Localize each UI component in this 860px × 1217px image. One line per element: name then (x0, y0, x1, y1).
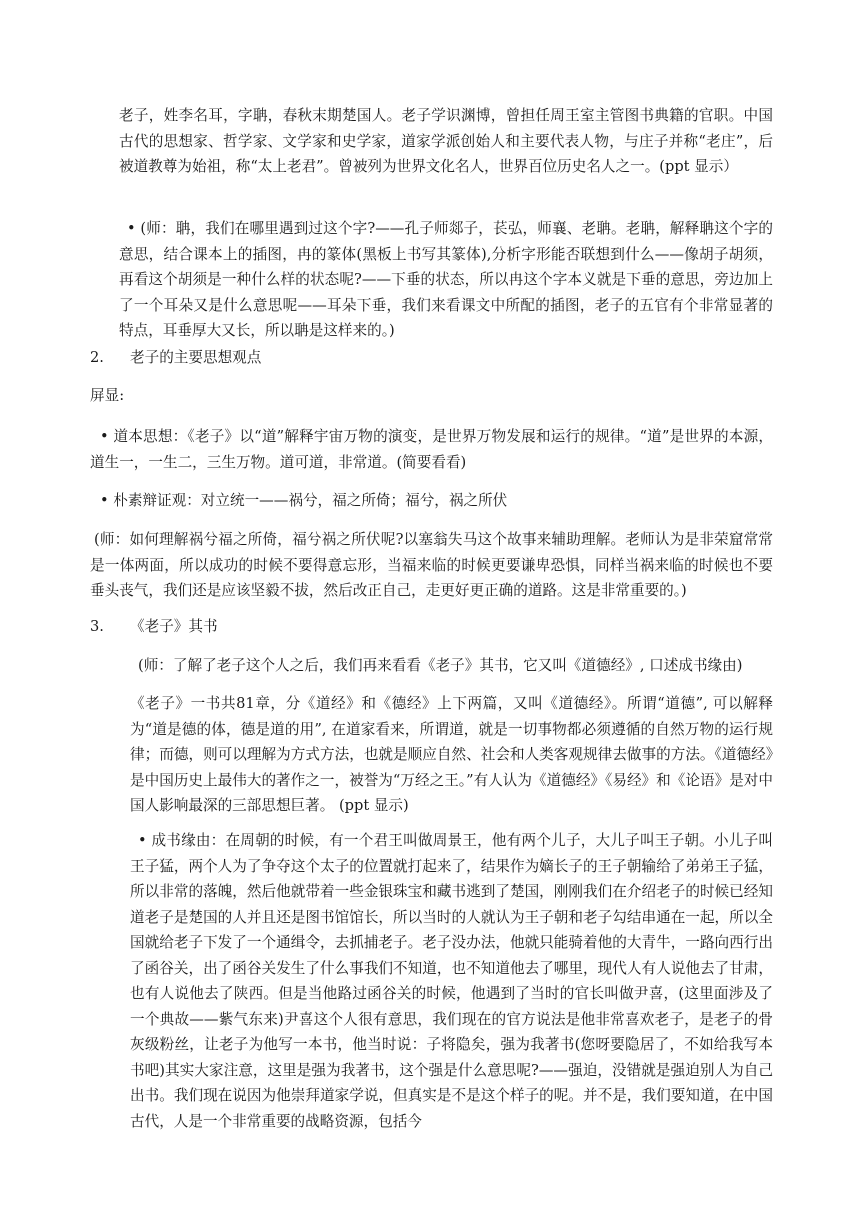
book-origin-paragraph: • 成书缘由：在周朝的时候，有一个君王叫做周景王，他有两个儿子，大儿子叫王子朝。小儿子叫王子猛，两个人为了争夺这个太子的位置就打起来了，结果作为嫡长子的王子朝输给了弟弟王子猛，所以非常的落魄，然后他就带着一些金银珠宝和藏书逃到了楚国，刚刚我们在介绍老子的时候已经知道老子是楚国的人并且还是图书馆馆长，所以当时的人就认为王子朝和老子勾结串通在一起，所以全国就给老子下发了一个通缉令，去抓捕老子。老子没办法，他就只能骑着他的大青牛，一路向西行出了函谷关，出了函谷关发生了什么事我们不知道，也不知道他去了哪里，现代人有人说他去了甘肃，也有人说他去了陕西。但是当他路过函谷关的时候，他遇到了当时的官长叫做尹喜，(这里面涉及了一个典故——紫气东来)尹喜这个人很有意思，我们现在的官方说法是他非常喜欢老子，是老子的骨灰级粉丝，让老子为他写一本书，他当时说：子将隐矣，强为我著书(您呀要隐居了，不如给我写本书吧)其实大家注意，这里是强为我著书，这个强是什么意思呢?——强迫，没错就是强迫别人为自己出书。我们现在说因为他崇拜道家学说，但真实是不是这个样子的呢。并不是，我们要知道，在中国古代，人是一个非常重要的战略资源，包括今 (130, 832, 773, 1130)
section-title: 老子的主要思想观点 (130, 349, 262, 366)
section-3-heading (90, 614, 218, 640)
laozi-intro-paragraph: 老子，姓李名耳，字聃，春秋末期楚国人。老子学识渊博，曾担任周王室主管图书典籍的官职。中国古代的思想家、哲学家、文学家和史学家，道家学派创始人和主要代表人物，与庄子并称“老庄”，后被道教尊为始祖，称“太上老君”。曾被列为世界文化名人，世界百位历史名人之一。(ppt 显示） (119, 107, 773, 175)
dialectics-bullet: • 朴素辩证观：对立统一——祸兮，福之所倚；福兮，祸之所伏 (100, 492, 508, 509)
section-2-heading (90, 345, 261, 371)
book-teacher-note: (师：了解了老子这个人之后，我们再来看看《老子》其书，它又叫《道德经》, 口述成书缘由) (138, 657, 743, 674)
fortune-teacher-note: (师：如何理解祸兮福之所倚，福兮祸之所伏呢?以塞翁失马这个故事来辅助理解。老师认为是非荣窟常常是一体两面，所以成功的时候不要得意忘形，当福来临的时候更要谦卑恐惧，同样当祸来临的时候也不要垂头丧气，我们还是应该坚毅不拔，然后改正自己，走更好更正确的道路。这是非常重要的。) (90, 531, 773, 599)
screen-display-label: 屏显: (90, 387, 125, 404)
book-introduction-paragraph: 《老子》一书共81章，分《道经》和《德经》上下两篇，又叫《道德经》。所谓“道德”, 可以解释为“道是德的体，德是道的用”, 在道家看来，所谓道，就是一切事物都必须遵循的自然万物的运行规律；而德，则可以理解为方式方法，也就是顺应自然、社会和人类客观规律去做事的方法。《道德经》是中国历史上最伟大的著作之一，被誉为“万经之王。”有人认为《道德经》《易经》和《论语》是对中国人影响最深的三部思想巨著。 (ppt 显示) (130, 695, 773, 814)
section-title: 《老子》其书 (130, 618, 218, 635)
section-number: 2. (90, 349, 104, 366)
section-number: 3. (90, 618, 104, 635)
dao-thought-bullet: • 道本思想：《老子》以“道”解释宇宙万物的演变，是世界万物发展和运行的规律。“道”是世界的本源，道生一，一生二，三生万物。道可道，非常道。(简要看看) (90, 428, 773, 471)
dan-explanation-paragraph: • (师：聃，我们在哪里遇到过这个字?——孔子师郯子，苌弘，师襄、老聃。老聃，解释聃这个字的意思，结合课本上的插图，冉的篆体(黑板上书写其篆体),分析字形能否联想到什么——像胡子胡须，再看这个胡须是一种什么样的状态呢?——下垂的状态，所以冉这个字本义就是下垂的意思，旁边加上了一个耳朵又是什么意思呢——耳朵下垂，我们来看课文中所配的插图，老子的五官有个非常显著的特点，耳垂厚大又长，所以聃是这样来的。) (119, 220, 773, 339)
